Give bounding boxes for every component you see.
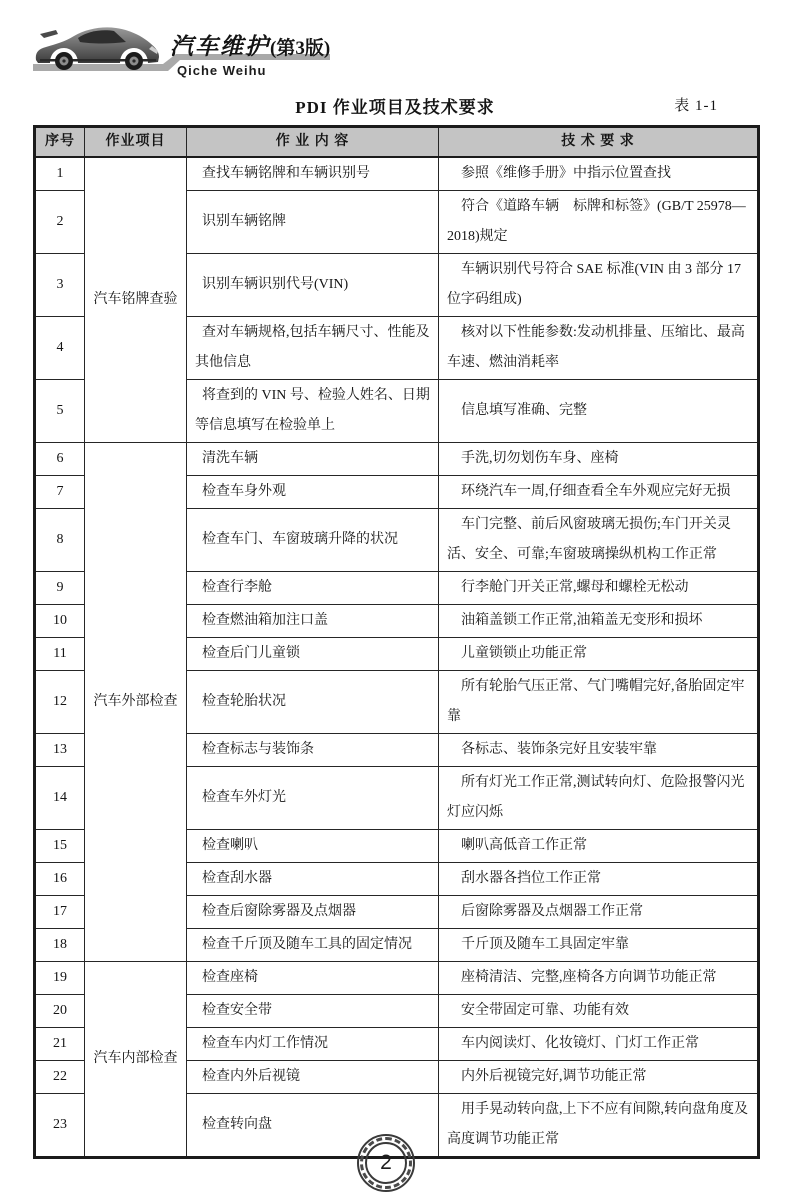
row-number: 6	[35, 443, 85, 476]
tech-requirement-cell: 喇叭高低音工作正常	[439, 830, 759, 863]
tech-requirement-cell: 车辆识别代号符合 SAE 标准(VIN 由 3 部分 17 位字码组成)	[439, 254, 759, 317]
row-number: 11	[35, 638, 85, 671]
work-content-cell: 检查后门儿童锁	[187, 638, 439, 671]
book-header	[0, 0, 790, 90]
work-content-cell: 检查行李舱	[187, 572, 439, 605]
tech-requirement-cell: 刮水器各挡位工作正常	[439, 863, 759, 896]
row-number: 2	[35, 191, 85, 254]
work-content-cell: 查找车辆铭牌和车辆识别号	[187, 157, 439, 191]
group-label: 汽车内部检查	[85, 962, 187, 1158]
row-number: 19	[35, 962, 85, 995]
tech-requirement-cell: 油箱盖锁工作正常,油箱盖无变形和损坏	[439, 605, 759, 638]
work-content-cell: 检查安全带	[187, 995, 439, 1028]
work-content-cell: 检查轮胎状况	[187, 671, 439, 734]
work-content-cell: 检查后窗除雾器及点烟器	[187, 896, 439, 929]
work-content-cell: 查对车辆规格,包括车辆尺寸、性能及其他信息	[187, 317, 439, 380]
work-content-cell: 检查千斤顶及随车工具的固定情况	[187, 929, 439, 962]
work-content-cell: 检查燃油箱加注口盖	[187, 605, 439, 638]
row-number: 3	[35, 254, 85, 317]
tech-requirement-cell: 安全带固定可靠、功能有效	[439, 995, 759, 1028]
tech-requirement-cell: 信息填写准确、完整	[439, 380, 759, 443]
row-number: 5	[35, 380, 85, 443]
work-content-cell: 清洗车辆	[187, 443, 439, 476]
row-number: 12	[35, 671, 85, 734]
column-header-no: 序号	[35, 127, 85, 158]
work-content-cell: 将查到的 VIN 号、检验人姓名、日期等信息填写在检验单上	[187, 380, 439, 443]
tech-requirement-cell: 环绕汽车一周,仔细查看全车外观应完好无损	[439, 476, 759, 509]
tech-requirement-cell: 手洗,切勿划伤车身、座椅	[439, 443, 759, 476]
work-content-cell: 识别车辆铭牌	[187, 191, 439, 254]
row-number: 18	[35, 929, 85, 962]
column-header-tech: 技 术 要 求	[439, 127, 759, 158]
row-number: 8	[35, 509, 85, 572]
row-number: 14	[35, 767, 85, 830]
tech-requirement-cell: 符合《道路车辆 标牌和标签》(GB/T 25978—2018)规定	[439, 191, 759, 254]
row-number: 9	[35, 572, 85, 605]
header-row	[35, 127, 759, 158]
group-label: 汽车铭牌查验	[85, 157, 187, 443]
work-content-cell: 检查转向盘	[187, 1094, 439, 1158]
tech-requirement-cell: 行李舱门开关正常,螺母和螺栓无松动	[439, 572, 759, 605]
tech-requirement-cell: 后窗除雾器及点烟器工作正常	[439, 896, 759, 929]
row-number: 10	[35, 605, 85, 638]
tech-requirement-cell: 车内阅读灯、化妆镜灯、门灯工作正常	[439, 1028, 759, 1061]
tech-requirement-cell: 各标志、装饰条完好且安装牢靠	[439, 734, 759, 767]
table-row	[35, 157, 759, 191]
work-content-cell: 检查车外灯光	[187, 767, 439, 830]
pdi-table-body	[35, 157, 759, 1158]
table-row	[35, 962, 759, 995]
work-content-cell: 识别车辆识别代号(VIN)	[187, 254, 439, 317]
work-content-cell: 检查喇叭	[187, 830, 439, 863]
tech-requirement-cell: 核对以下性能参数:发动机排量、压缩比、最高车速、燃油消耗率	[439, 317, 759, 380]
row-number: 15	[35, 830, 85, 863]
row-number: 13	[35, 734, 85, 767]
work-content-cell: 检查车内灯工作情况	[187, 1028, 439, 1061]
work-content-cell: 检查内外后视镜	[187, 1061, 439, 1094]
tech-requirement-cell: 所有灯光工作正常,测试转向灯、危险报警闪光灯应闪烁	[439, 767, 759, 830]
page-title: PDI 作业项目及技术要求	[295, 98, 495, 117]
row-number: 1	[35, 157, 85, 191]
table-row	[35, 443, 759, 476]
column-header-content: 作 业 内 容	[187, 127, 439, 158]
row-number: 20	[35, 995, 85, 1028]
row-number: 16	[35, 863, 85, 896]
table-reference: 表 1-1	[674, 98, 718, 114]
work-content-cell: 检查车门、车窗玻璃升降的状况	[187, 509, 439, 572]
work-content-cell: 检查标志与装饰条	[187, 734, 439, 767]
row-number: 4	[35, 317, 85, 380]
row-number: 17	[35, 896, 85, 929]
tech-requirement-cell: 车门完整、前后风窗玻璃无损伤;车门开关灵活、安全、可靠;车窗玻璃操纵机构工作正常	[439, 509, 759, 572]
row-number: 21	[35, 1028, 85, 1061]
tech-requirement-cell: 内外后视镜完好,调节功能正常	[439, 1061, 759, 1094]
row-number: 22	[35, 1061, 85, 1094]
work-content-cell: 检查座椅	[187, 962, 439, 995]
group-label: 汽车外部检查	[85, 443, 187, 962]
page-number-badge	[357, 1134, 415, 1192]
column-header-item: 作业项目	[85, 127, 187, 158]
tech-requirement-cell: 座椅清洁、完整,座椅各方向调节功能正常	[439, 962, 759, 995]
book-title: 汽车维护(第3版)	[170, 34, 331, 59]
book-edition: (第3版)	[270, 38, 331, 59]
row-number: 23	[35, 1094, 85, 1158]
page-number: 2	[365, 1142, 407, 1184]
tech-requirement-cell: 所有轮胎气压正常、气门嘴帽完好,备胎固定牢靠	[439, 671, 759, 734]
row-number: 7	[35, 476, 85, 509]
book-subtitle: Qiche Weihu	[177, 63, 267, 78]
work-content-cell: 检查刮水器	[187, 863, 439, 896]
pdi-table	[33, 125, 760, 1159]
tech-requirement-cell: 千斤顶及随车工具固定牢靠	[439, 929, 759, 962]
pdi-table-head	[35, 127, 759, 158]
tech-requirement-cell: 用手晃动转向盘,上下不应有间隙,转向盘角度及高度调节功能正常	[439, 1094, 759, 1158]
work-content-cell: 检查车身外观	[187, 476, 439, 509]
title-row	[0, 93, 790, 117]
tech-requirement-cell: 参照《维修手册》中指示位置查找	[439, 157, 759, 191]
tech-requirement-cell: 儿童锁锁止功能正常	[439, 638, 759, 671]
